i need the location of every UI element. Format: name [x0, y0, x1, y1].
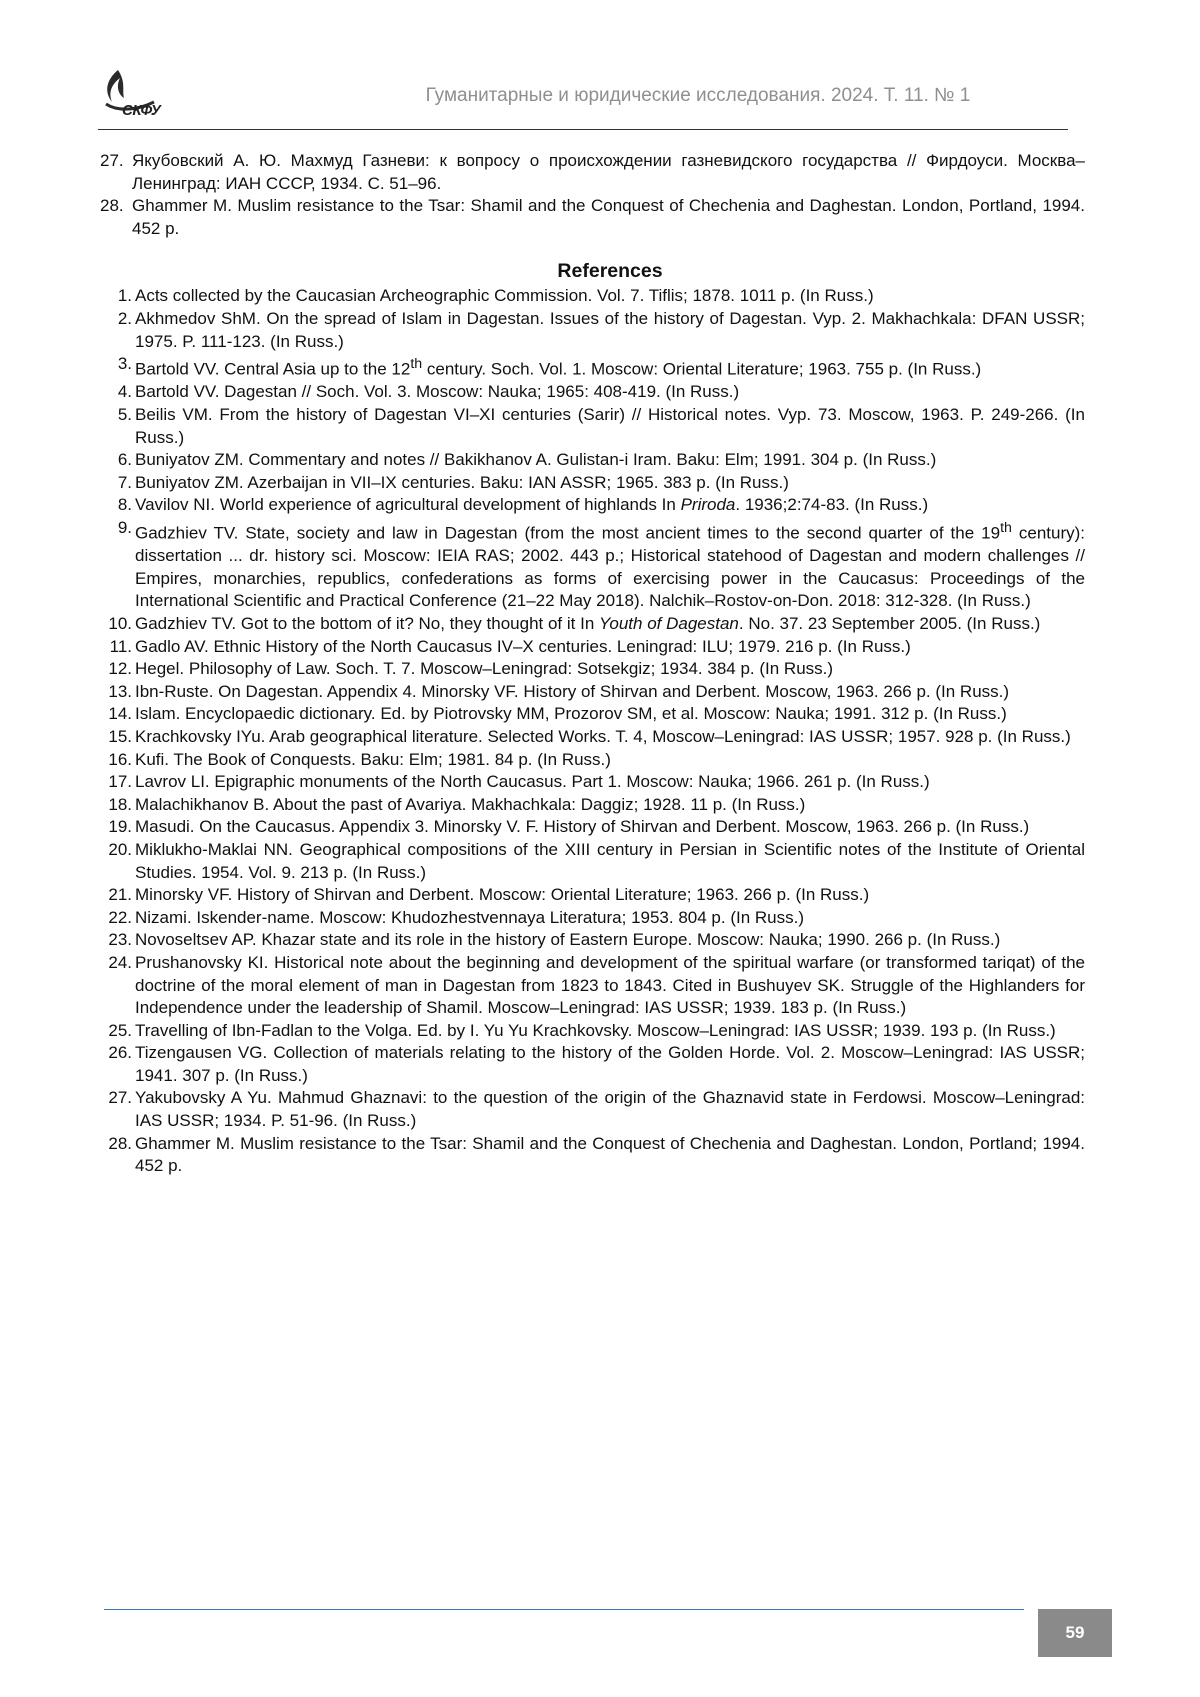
reference-item [100, 353, 1085, 381]
reference-text: Malachikhanov B. About the past of Avariya. Makhachkala: Daggiz; 1928. 11 p. (In Russ.) [135, 795, 805, 814]
reference-text: century): dissertation ... dr. history sci. Moscow: IEIA RAS; 2002. 443 p.; Historical statehood of Dagestan and modern challenges // Empires, monarchies, republics, confederations as forms of exercising power in the Caucasus: Proceedings of the International Scientific and Practical Conference (21–22 May 2018). Nalchik–Rostov-on-Don. 2018: 312-328. (In Russ.) [135, 524, 1085, 611]
reference-number: 28. [100, 195, 132, 218]
footer-divider [104, 1609, 1024, 1610]
reference-item [100, 839, 1085, 884]
reference-number: 7. [100, 472, 132, 495]
reference-superscript: th [1000, 520, 1012, 536]
references-heading: References [100, 260, 1085, 283]
reference-item [100, 1133, 1085, 1178]
reference-italic-title: Priroda [681, 495, 736, 514]
reference-text: Buniyatov ZM. Azerbaijan in VII–IX centuries. Baku: IAN ASSR; 1965. 383 p. (In Russ.) [135, 473, 789, 492]
reference-text: Gadlo AV. Ethnic History of the North Caucasus IV–X centuries. Leningrad: ILU; 1979. 216 p. (In Russ.) [135, 637, 911, 656]
reference-number: 19. [100, 816, 132, 839]
reference-text: Buniyatov ZM. Commentary and notes // Bakikhanov A. Gulistan-i Iram. Baku: Elm; 1991. 304 p. (In Russ.) [135, 450, 936, 469]
reference-text: Yakubovsky A Yu. Mahmud Ghaznavi: to the question of the origin of the Ghaznavid state in Ferdowsi. Moscow–Leningrad: IAS USSR; 1934. P. 51-96. (In Russ.) [135, 1088, 1085, 1130]
page-number: 59 [1038, 1609, 1112, 1657]
university-logo [98, 66, 180, 120]
reference-text: Bartold VV. Central Asia up to the 12 [135, 360, 410, 379]
reference-text: Krachkovsky IYu. Arab geographical literature. Selected Works. T. 4, Moscow–Leningrad: IAS USSR; 1957. 928 p. (In Russ.) [135, 727, 1071, 746]
page-header [98, 66, 1068, 120]
reference-item [100, 150, 1085, 195]
reference-text: Якубовский А. Ю. Махмуд Газневи: к вопросу о происхождении газневидского государства // Фирдоуси. Москва–Ленинград: ИАН СССР, 1934. С. 51–96. [132, 151, 1085, 193]
russian-reference-list [100, 150, 1085, 240]
reference-text: Islam. Encyclopaedic dictionary. Ed. by Piotrovsky MM, Prozorov SM, et al. Moscow: Nauka; 1991. 312 p. (In Russ.) [135, 704, 1007, 723]
reference-item [100, 195, 1085, 240]
reference-number: 22. [100, 907, 132, 930]
reference-number: 23. [100, 929, 132, 952]
reference-text: Beilis VM. From the history of Dagestan VI–XI centuries (Sarir) // Historical notes. Vyp. 73. Moscow, 1963. P. 249-266. (In Russ.) [135, 405, 1085, 447]
references-list [100, 285, 1085, 1177]
reference-item [100, 952, 1085, 1020]
reference-number: 17. [100, 771, 132, 794]
reference-number: 4. [100, 381, 132, 404]
reference-text: Gadzhiev TV. Got to the bottom of it? No, they thought of it In [135, 614, 599, 633]
reference-number: 12. [100, 658, 132, 681]
reference-item [100, 726, 1085, 749]
reference-number: 27. [100, 150, 132, 173]
reference-number: 15. [100, 726, 132, 749]
reference-text: Ibn-Ruste. On Dagestan. Appendix 4. Minorsky VF. History of Shirvan and Derbent. Moscow, 1963. 266 p. (In Russ.) [135, 682, 1009, 701]
reference-text: . 1936;2:74-83. (In Russ.) [735, 495, 928, 514]
reference-text: Tizengausen VG. Collection of materials relating to the history of the Golden Horde. Vol. 2. Moscow–Leningrad: IAS USSR; 1941. 307 p. (In Russ.) [135, 1043, 1085, 1085]
reference-item [100, 472, 1085, 495]
reference-item [100, 494, 1085, 517]
header-divider [98, 129, 1068, 130]
reference-number: 26. [100, 1042, 132, 1065]
reference-text: Hegel. Philosophy of Law. Soch. T. 7. Moscow–Leningrad: Sotsekgiz; 1934. 384 p. (In Russ.) [135, 659, 833, 678]
reference-item [100, 1020, 1085, 1043]
reference-item [100, 404, 1085, 449]
reference-number: 28. [100, 1133, 132, 1156]
reference-item [100, 771, 1085, 794]
reference-number: 10. [100, 613, 132, 636]
reference-text: Ghammer M. Muslim resistance to the Tsar: Shamil and the Conquest of Chechenia and Daghestan. London, Portland, 1994. 452 p. [132, 196, 1085, 238]
reference-item [100, 884, 1085, 907]
reference-item [100, 285, 1085, 308]
reference-number: 2. [100, 308, 132, 331]
reference-text: Vavilov NI. World experience of agricultural development of highlands In [135, 495, 681, 514]
reference-number: 6. [100, 449, 132, 472]
reference-text: Akhmedov ShM. On the spread of Islam in Dagestan. Issues of the history of Dagestan. Vyp. 2. Makhachkala: DFAN USSR; 1975. P. 111-123. (In Russ.) [135, 309, 1085, 351]
reference-text: . No. 37. 23 September 2005. (In Russ.) [739, 614, 1040, 633]
reference-item [100, 749, 1085, 772]
reference-text: Lavrov LI. Epigraphic monuments of the North Caucasus. Part 1. Moscow: Nauka; 1966. 261 p. (In Russ.) [135, 772, 930, 791]
reference-number: 14. [100, 703, 132, 726]
reference-text: Nizami. Iskender-name. Moscow: Khudozhestvennaya Literatura; 1953. 804 p. (In Russ.) [135, 908, 804, 927]
reference-item [100, 816, 1085, 839]
logo-text: СКФУ [122, 102, 160, 119]
reference-item [100, 907, 1085, 930]
reference-item [100, 308, 1085, 353]
reference-text: Minorsky VF. History of Shirvan and Derbent. Moscow: Oriental Literature; 1963. 266 p. (In Russ.) [135, 885, 869, 904]
reference-item [100, 381, 1085, 404]
reference-text: century. Soch. Vol. 1. Moscow: Oriental Literature; 1963. 755 p. (In Russ.) [422, 360, 981, 379]
journal-title: Гуманитарные и юридические исследования. 2024. Т. 11. № 1 [328, 85, 1068, 107]
reference-text: Ghammer M. Muslim resistance to the Tsar: Shamil and the Conquest of Chechenia and Daghestan. London, Portland; 1994. 452 p. [135, 1134, 1085, 1176]
reference-text: Miklukho-Maklai NN. Geographical compositions of the XIII century in Persian in Scientific notes of the Institute of Oriental Studies. 1954. Vol. 9. 213 p. (In Russ.) [135, 840, 1085, 882]
reference-text: Gadzhiev TV. State, society and law in Dagestan (from the most ancient times to the second quarter of the 19 [135, 524, 1000, 543]
reference-item [100, 929, 1085, 952]
reference-text: Novoseltsev AP. Khazar state and its role in the history of Eastern Europe. Moscow: Nauka; 1990. 266 p. (In Russ.) [135, 930, 1000, 949]
reference-number: 24. [100, 952, 132, 975]
reference-number: 18. [100, 794, 132, 817]
reference-item [100, 681, 1085, 704]
reference-item [100, 636, 1085, 659]
reference-number: 16. [100, 749, 132, 772]
reference-item [100, 1042, 1085, 1087]
reference-number: 27. [100, 1087, 132, 1110]
reference-number: 11. [100, 636, 132, 659]
reference-text: Bartold VV. Dagestan // Soch. Vol. 3. Moscow: Nauka; 1965: 408-419. (In Russ.) [135, 382, 739, 401]
reference-text: Acts collected by the Caucasian Archeographic Commission. Vol. 7. Tiflis; 1878. 1011 p. (In Russ.) [135, 286, 874, 305]
reference-number: 3. [100, 353, 132, 376]
reference-number: 1. [100, 285, 132, 308]
reference-number: 9. [100, 517, 132, 540]
reference-superscript: th [410, 356, 422, 372]
reference-number: 5. [100, 404, 132, 427]
reference-italic-title: Youth of Dagestan [599, 614, 739, 633]
reference-item [100, 517, 1085, 613]
reference-number: 8. [100, 494, 132, 517]
reference-item [100, 703, 1085, 726]
reference-text: Travelling of Ibn-Fadlan to the Volga. Ed. by I. Yu Yu Krachkovsky. Moscow–Leningrad: IAS USSR; 1939. 193 p. (In Russ.) [135, 1021, 1056, 1040]
reference-text: Prushanovsky KI. Historical note about the beginning and development of the spiritual warfare (or transformed tariqat) of the doctrine of the moral element of man in Dagestan from 1823 to 1843. Cited in Bushuyev SK. Struggle of the Highlanders for Independence under the leadership of Shamil. Moscow–Leningrad: IAS USSR; 1939. 183 p. (In Russ.) [135, 953, 1085, 1017]
reference-text: Kufi. The Book of Conquests. Baku: Elm; 1981. 84 p. (In Russ.) [135, 750, 611, 769]
reference-number: 13. [100, 681, 132, 704]
page-content [100, 150, 1085, 1178]
reference-text: Masudi. On the Caucasus. Appendix 3. Minorsky V. F. History of Shirvan and Derbent. Moscow, 1963. 266 p. (In Russ.) [135, 817, 1029, 836]
reference-number: 20. [100, 839, 132, 862]
reference-number: 25. [100, 1020, 132, 1043]
reference-item [100, 1087, 1085, 1132]
reference-number: 21. [100, 884, 132, 907]
reference-item [100, 613, 1085, 636]
reference-item [100, 794, 1085, 817]
reference-item [100, 449, 1085, 472]
reference-item [100, 658, 1085, 681]
